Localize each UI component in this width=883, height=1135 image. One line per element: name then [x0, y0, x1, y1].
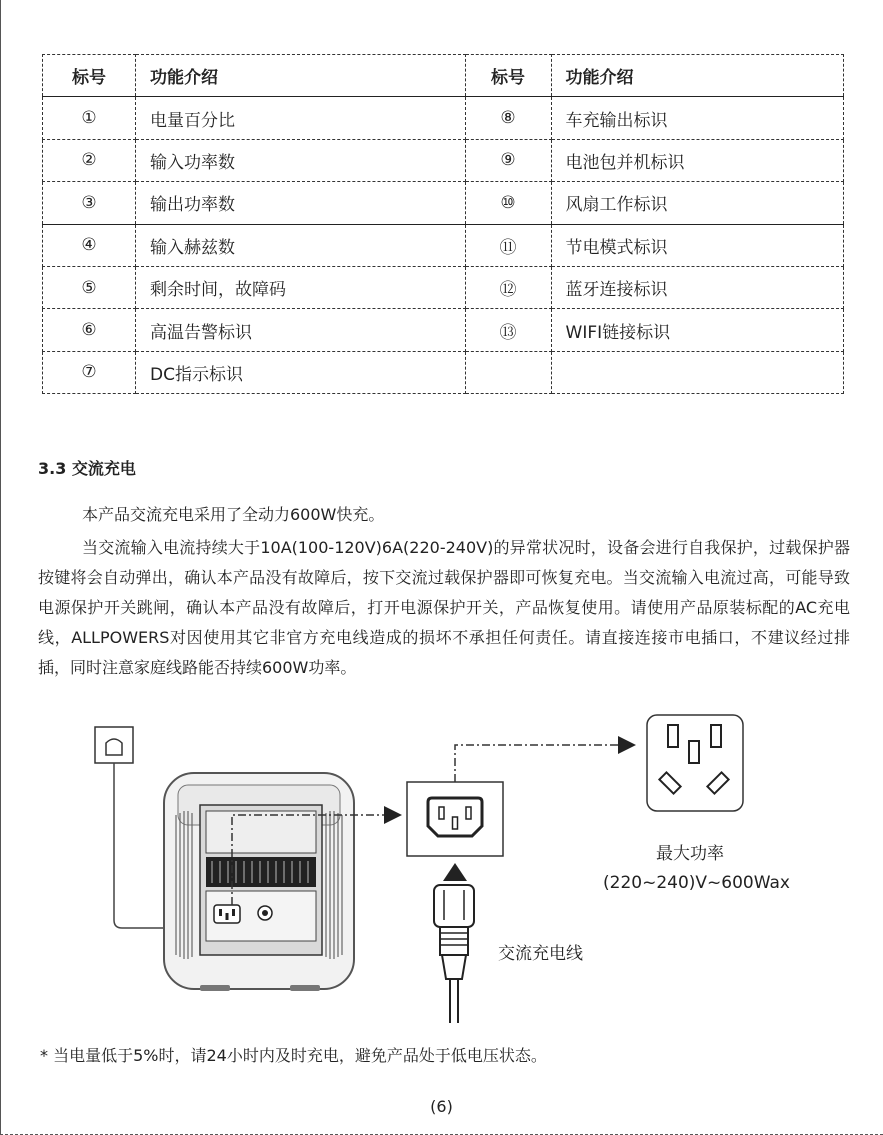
page-number: (6) — [430, 1097, 453, 1116]
ac-charging-diagram — [0, 705, 883, 1025]
cell-number: ⑧ — [465, 97, 551, 139]
arrow-head-right — [618, 736, 636, 754]
cell-function: 高温告警标识 — [136, 309, 466, 351]
cell-function: 输入赫兹数 — [136, 224, 466, 266]
cell-number: ⑥ — [43, 309, 136, 351]
wall-socket-icon — [95, 727, 133, 763]
table-row — [43, 97, 844, 139]
cell-function: 电量百分比 — [136, 97, 466, 139]
cell-number: ④ — [43, 224, 136, 266]
max-power-label: 最大功率 — [656, 844, 724, 864]
max-power-value: (220~240)V~600Wax — [603, 873, 790, 893]
header-number-1: 标号 — [43, 55, 136, 97]
cell-number: ⑤ — [43, 266, 136, 308]
china-socket-icon — [647, 715, 743, 811]
table-row — [43, 182, 844, 224]
cell-function: WIFI链接标识 — [551, 309, 843, 351]
paragraph-intro: 本产品交流充电采用了全动力600W快充。 — [82, 505, 385, 524]
ac-cable-plug-icon — [434, 885, 474, 1023]
cell-number: ⑨ — [465, 139, 551, 181]
cell-function: 蓝牙连接标识 — [551, 266, 843, 308]
power-station-icon — [164, 773, 354, 991]
table-row — [43, 224, 844, 266]
connection-arrow-socket — [455, 745, 618, 782]
ac-cable-label: 交流充电线 — [498, 944, 583, 964]
table-row — [43, 266, 844, 308]
paragraph-protection: 当交流输入电流持续大于10A(100-120V)6A(220-240V)的异常状况时，设备会进行自我保护，过载保护器按键将会自动弹出，确认本产品没有故障后，按下交流过载保护器即可恢复充电。当交流输入电流过高，可能导致电源保护开关跳闸，确认本产品没有故障后，打开电源保护开关，产品恢复使用。请使用产品原装标配的AC充电线，ALLPOWERS对因使用其它非官方充电线造成的损坏不承担任何责任。请直接连接市电插口，不建议经过排插，同时注意家庭线路能否持续600W功率。 — [38, 538, 850, 677]
section-title: 3.3 交流充电 — [38, 459, 136, 478]
header-function-2: 功能介绍 — [551, 55, 843, 97]
arrow-head-up — [443, 863, 467, 881]
cell-function: DC指示标识 — [136, 351, 466, 393]
cell-number: ⑩ — [465, 182, 551, 224]
table-row — [43, 351, 844, 393]
table-row — [43, 309, 844, 351]
cell-function: 车充输出标识 — [551, 97, 843, 139]
cell-number: ① — [43, 97, 136, 139]
cell-function: 风扇工作标识 — [551, 182, 843, 224]
ac-inlet-icon — [407, 782, 503, 856]
footnote: * 当电量低于5%时，请24小时内及时充电，避免产品处于低电压状态。 — [40, 1046, 547, 1065]
header-number-2: 标号 — [465, 55, 551, 97]
cell-number: ⑬ — [465, 309, 551, 351]
table-row — [43, 139, 844, 181]
cell-number: ② — [43, 139, 136, 181]
cell-function: 节电模式标识 — [551, 224, 843, 266]
cell-number: ⑪ — [465, 224, 551, 266]
cell-function: 输出功率数 — [136, 182, 466, 224]
cell-number — [465, 351, 551, 393]
cell-function: 剩余时间，故障码 — [136, 266, 466, 308]
cell-number: ⑫ — [465, 266, 551, 308]
cell-number: ⑦ — [43, 351, 136, 393]
arrow-head-right — [384, 806, 402, 824]
header-function-1: 功能介绍 — [136, 55, 466, 97]
cell-function: 电池包并机标识 — [551, 139, 843, 181]
table-header-row — [43, 55, 844, 97]
cell-function: 输入功率数 — [136, 139, 466, 181]
cell-number: ③ — [43, 182, 136, 224]
function-table — [42, 54, 844, 394]
cell-function — [551, 351, 843, 393]
